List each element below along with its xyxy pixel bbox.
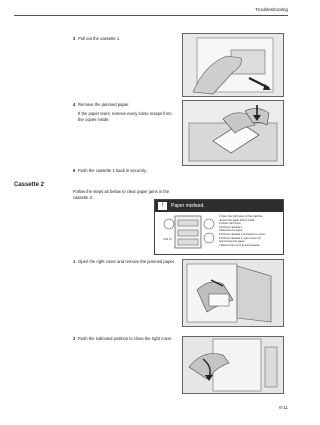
step-text: Remove the jammed paper. — [78, 102, 130, 107]
panel-instruction-line: 2.Close right cover. — [219, 222, 242, 226]
panel-instruction-line: 4.Remove the paper. — [219, 229, 244, 233]
photo-pull-out-cassette-1 — [182, 33, 284, 97]
panel-instruction-line: 6.Pull out cassette 2, open cover (C) — [219, 236, 261, 240]
panel-instruction-line: and remove the paper. — [219, 240, 245, 244]
photo-close-right-cover — [182, 336, 284, 394]
panel-title: Paper misfeed. — [171, 203, 205, 209]
step-number: 2 — [73, 336, 76, 341]
step-text: Push the cassette 1 back in securely. — [78, 168, 147, 173]
panel-instruction-line: 5.Pull out cassette 1 and push it in once. — [219, 232, 266, 236]
photo-remove-jammed-paper — [182, 100, 284, 166]
header-divider — [14, 15, 288, 16]
step-text: Open the right cover and remove the jammed paper. — [78, 259, 176, 264]
panel-instruction-line: remove the paper that is inside. — [219, 218, 256, 222]
photo-open-right-cover — [182, 259, 284, 327]
section-heading: Cassette 2 — [14, 182, 45, 188]
page-header-title: Troubleshooting — [255, 7, 288, 12]
step-4-note: If the paper tears, remove every loose scraps from the copier inside. — [78, 111, 172, 122]
step-number: 3 — [73, 36, 76, 41]
page-number: 6-11 — [279, 405, 288, 410]
section-intro: Follow the steps as below to clear paper jams in the cassette 2. — [73, 189, 170, 200]
step-text: Push the indicated position to close the right cover. — [78, 336, 173, 341]
step-number: 1 — [73, 259, 76, 264]
step-number: 5 — [73, 168, 76, 173]
machine-diagram-icon — [161, 214, 217, 252]
panel-jam-caption: JAM 12 — [163, 238, 172, 241]
step-number: 4 — [73, 102, 76, 107]
panel-title-bar — [155, 200, 283, 212]
panel-instructions — [219, 215, 281, 247]
panel-instruction-line: 3.Pull out cassette 1. — [219, 225, 244, 229]
panel-instruction-line: 7.Return them (1 & 2) and cassette. — [219, 243, 261, 247]
warning-icon: ! — [158, 202, 167, 210]
panel-instruction-line: 1.Open the right cover of the machine, — [219, 215, 264, 218]
operation-panel-screen — [154, 199, 284, 255]
step-text: Pull out the cassette 1. — [78, 36, 121, 41]
